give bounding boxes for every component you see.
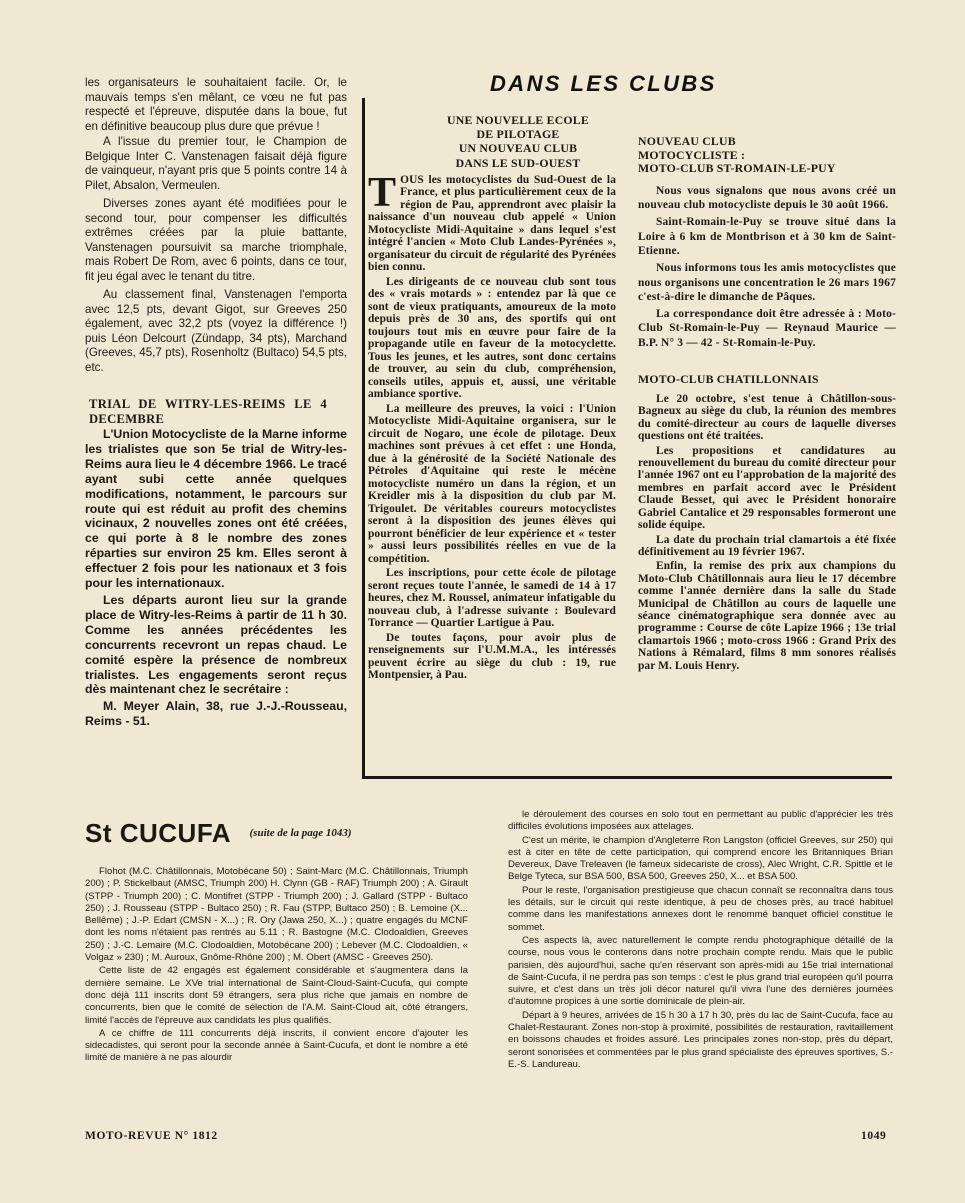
chatillon-paragraph: Le 20 octobre, s'est tenue à Châtillon-sous-Bagneux au siège du club, la réunion des membres du comité-directeur au cours de laquelle diverses questions ont été traitées.	[638, 393, 896, 443]
first-round-paragraph: A l'issue du premier tour, le Champion de Belgique Inter C. Vanstenagen faisait déjà figure de vainqueur, n'ayant pris que 5 points contre 14 à Pilet, Absalon, Vermeulen.	[85, 135, 347, 192]
dropcap: T	[368, 169, 397, 216]
chatillon-paragraph: La date du prochain trial clamartois a été fixée définitivement au 19 février 1967.	[638, 533, 896, 558]
puy-paragraph: La correspondance doit être adressée à : Moto-Club St-Romain-le-Puy — Reynaud Maurice — B.P. N° 3 — 42 - St-Romain-le-Puy.	[638, 308, 896, 349]
cucufa-entrants: Flohot (M.C. Châtillonnais, Motobécane 50) ; Saint-Marc (M.C. Châtillonnais, Triumph 200) ; P. Stickelbaut (AMSC, Triumph 200) H. Clynn (GB - RAF) Triumph 200) ; A. Girault (STPP - Triumph 200) ; C. Montifret (STPP - Triumph 200) ; J. Gallard (STPP - Bultaco 250) ; J. Rousseau (STPP - Bultaco 250) ; R. Fau (STPP, Bultaco 250) ; B. Lemoine (X... Bellême) ; J.-P. Edart (CMSN - X...) ; R. Ory (Jawa 250, X...) ; quatre engagés du MCNF dont les noms n'étaient pas rentrés au 5.11 ; R. Bastogne (M.C. Clodoaldien, Greeves 250) ; J.-C. Lemaire (M.C. Clodoaldien, Motobécane 200) ; Lebever (M.C. Clodoaldien, « Volgaz » 230) ; M. Auroux, Gnôme-Rhône 200) ; M. Obert (AMSC - Greeves 250).	[85, 866, 468, 964]
cucufa-left-column	[85, 866, 468, 1065]
puy-paragraph: Nous vous signalons que nous avons créé un nouveau club motocycliste depuis le 30 août 1966.	[638, 184, 896, 212]
midi-first-paragraph: TOUS les motocyclistes du Sud-Ouest de la France, et plus particulièrement ceux de la région de Pau, apprendront avec plaisir la naissance d'un nouveau club appelé « Union Motocycliste Midi-Aquitaine » dans lequel s'est intégré l'ancien « Moto Club Landes-Pyrénées », organisateur du circuit de régularité des Pyrénées bien connu.	[368, 169, 616, 274]
cucufa-paragraph: le déroulement des courses en solo tout en permettant au public d'apprécier les très difficiles évolutions imposées aux attelages.	[508, 809, 893, 833]
midi-aquitaine-article	[368, 113, 616, 682]
left-column	[85, 76, 347, 729]
midi-paragraph: Les inscriptions, pour cette école de pilotage seront reçues toute l'année, le samedi de 14 à 17 heures, chez M. Roussel, animateur infatigable du nouveau club, à l'adresse suivante : Boulevard Torrance — Quartier Lartigue à Pau.	[368, 567, 616, 630]
cucufa-paragraph: A ce chiffre de 111 concurrents déjà inscrits, il convient encore d'ajouter les sidecadistes, qui seront pour la seconde année à Saint-Cucufa, et dont le nombre a été limité de manière à ne pas alourdir	[85, 1027, 468, 1064]
clubs-box-bottom-border	[362, 776, 892, 779]
cucufa-title: St CUCUFA	[85, 818, 232, 848]
puy-paragraph: Saint-Romain-le-Puy se trouve situé dans la Loire à 6 km de Montbrison et à 30 km de Saint-Etienne.	[638, 216, 896, 257]
cucufa-paragraph: Cette liste de 42 engagés est également considérable et s'augmentera dans la dernière semaine. Le XVe trial international de Saint-Cloud-Saint-Cucufa, qui compte donc déjà 111 inscrits dont 59 étrangers, sera plus riche que jamais en nombre de concurrents, bien que le comité de sélection de l'A.M. Saint-Cloud ait, côté étrangers, limité l'accès de l'épreuve aux candidats les plus qualifiés.	[85, 965, 468, 1026]
second-round-paragraph: Diverses zones ayant été modifiées pour le second tour, pour compenser les difficultés extrêmes créées par la pluie battante, Vanstenagen poursuivit sa marche triomphale, mais Robert De Rom, avec 6 points, dans ce tour, fit jeu égal avec le tenant du titre.	[85, 197, 347, 283]
cucufa-paragraph: C'est un mérite, le champion d'Angleterre Ron Langston (officiel Greeves, sur 250) qui est à citer en tête de cette participation, qui comprend encore les Britanniques Brian Devereux, Dave Treleaven (le fameux sidecariste de cross), Alec Wright, C.R. Spittle et le Belge Tyteca, sur BSA 500, BSA 500, Greeves 250, X... et BSA 500.	[508, 834, 893, 883]
witry-address: M. Meyer Alain, 38, rue J.-J.-Rousseau, Reims - 51.	[85, 699, 347, 729]
cucufa-paragraph: Pour le reste, l'organisation prestigieuse que chacun connaît se reconnaîtra dans tous les détails, sur le circuit qui reste identique, à peu de choses près, au tracé habituel comme dans les manifestations annexes dont le renommé banquet officiel constitue le sommet.	[508, 884, 893, 933]
midi-title: UNE NOUVELLE ECOLE DE PILOTAGE UN NOUVEAU CLUB DANS LE SUD-OUEST	[447, 113, 589, 170]
clubs-box-left-border	[362, 98, 365, 778]
right-clubs-column	[638, 135, 896, 672]
final-ranking-paragraph: Au classement final, Vanstenagen l'emporta avec 12,5 pts, devant Gigot, sur Greeves 250 également, avec 32,2 pts (voyez la différence !) puis Léon Delcourt (Zündapp, 34 pts), Marchand (Greeves, 45,7 pts), Rosenholtz (Bultaco) 54,5 pts, etc.	[85, 288, 347, 374]
chatillon-title: MOTO-CLUB CHATILLONNAIS	[638, 372, 819, 387]
cucufa-subtitle: (suite de la page 1043)	[249, 827, 352, 839]
footer-magazine: MOTO-REVUE N° 1812	[85, 1130, 218, 1142]
cucufa-paragraph: Départ à 9 heures, arrivées de 15 h 30 à 17 h 30, près du lac de Saint-Cucufa, face au Chalet-Restaurant. Zones non-stop à proximité, possibilités de restauration, ravitaillement en boissons chaudes et froides assuré. Les principales zones non-stop, près du départ, seront sonorisées et commentées par le plus grand spécialiste des épreuves sportives, S.-E.-S. Landureau.	[508, 1009, 893, 1070]
footer-page-number: 1049	[861, 1130, 887, 1142]
witry-departures-paragraph: Les départs auront lieu sur la grande place de Witry-les-Reims à partir de 11 h 30. Comme les années précédentes les concurrents recevront un repas chaud. Le comité espère la présence de nombreux trialistes. Les engagements seront reçus dès maintenant chez le secrétaire :	[85, 592, 347, 697]
witry-paragraph: L'Union Motocycliste de la Marne informe les trialistes que son 5e trial de Witry-les-Reims aura lieu le 4 décembre 1966. Le tracé ayant subi cette année quelques modifications, notamment, le parcours sur route qui est réduit au profit des chemins vicinaux, 2 nouvelles zones ont été créées, ce qui porte à 8 le nombre des zones réparties sur environ 25 km. Elles seront à effectuer 2 fois pour les nationaux et 3 fois pour les internationaux.	[85, 427, 347, 591]
chatillon-paragraph: Les propositions et candidatures au renouvellement du bureau du comité directeur pour l'année 1967 ont eu l'approbation de la majorité des membres en parfait accord avec le Président Claude Besset, qui avec le Président honoraire Gabriel Cantalice et 29 responsables formeront une solide équipe.	[638, 444, 896, 532]
cucufa-paragraph: Ces aspects là, avec naturellement le compte rendu photographique détaillé de la course, nous vous le conterons dans notre prochain compte rendu. Mais que le public parisien, dès aujourd'hui, sache qu'en réservant son après-midi au 15e trial international de Saint-Cucufa, il ne perdra pas son temps : c'est le plus grand trial européen qu'il pourra suivre, et c'est dans un très joli décor naturel qu'il vivra l'une des dernières journées d'automne propices à une sortie dominicale de plein-air.	[508, 934, 893, 1008]
chatillon-paragraph: Enfin, la remise des prix aux champions du Moto-Club Châtillonnais aura lieu le 17 décembre comme l'année dernière dans la salle du Stade Municipal de Châtillon au cours de laquelle une séance cinématographique sera donnée avec au programme : Course de côte Lapize 1966 ; 13e trial clamartois 1966 ; moto-cross 1966 : Grand Prix des Nations à Rémalard, films 8 mm sonores réalisés par M. Louis Henry.	[638, 560, 896, 672]
intro-paragraph: les organisateurs le souhaitaient facile. Or, le mauvais temps s'en mêlant, ce vœu ne fut pas respecté et l'épreuve, disputée dans la boue, fut en définitive beaucoup plus dure que prévue !	[85, 76, 347, 133]
midi-paragraph: La meilleure des preuves, la voici : l'Union Motocycliste Midi-Aquitaine organisera, sur le circuit de Nogaro, une école de pilotage. Deux machines sont prévues à cet effet : une Honda, due à la générosité de la Société Nationale des Pétroles d'Aquitaine qui reste le mécène motocycliste numéro un dans la région, et un Kreidler mis à la disposition du club par M. Trigoulet. De véritables coureurs motocyclistes seront à la disposition des jeunes élèves qui pourront bénéficier de leur expérience et « tester » aussi leurs possibilités réelles en vue de la compétition.	[368, 402, 616, 565]
midi-paragraph: De toutes façons, pour avoir plus de renseignements sur l'U.M.M.A., les intéressés peuvent écrire au siège du club : 19, rue Montpensier, à Pau.	[368, 631, 616, 682]
cucufa-heading	[85, 818, 505, 849]
puy-title: NOUVEAU CLUB MOTOCYCLISTE : MOTO-CLUB ST-ROMAIN-LE-PUY	[638, 134, 836, 176]
clubs-banner: DANS LES CLUBS	[490, 71, 717, 96]
cucufa-right-column	[508, 809, 893, 1071]
puy-paragraph: Nous informons tous les amis motocyclistes que nous organisons une concentration le 26 mars 1967 c'est-à-dire le dimanche de Pâques.	[638, 262, 896, 303]
witry-title: TRIAL DE WITRY-LES-REIMS LE 4 DECEMBRE	[89, 397, 327, 426]
midi-paragraph: Les dirigeants de ce nouveau club sont tous des « vrais motards » : entendez par là que ce sont de vieux pratiquants, amoureux de la moto depuis près de 30 ans, des sportifs qui ont toujours tout mis en œuvre pour faire de la propagande utile en faveur de la motocyclette. Tous les jeunes, et les autres, sont donc certains de trouver, au sein du club, compréhension, conseils utiles, appuis et, aussi, une véritable ambiance sportive.	[368, 275, 616, 401]
